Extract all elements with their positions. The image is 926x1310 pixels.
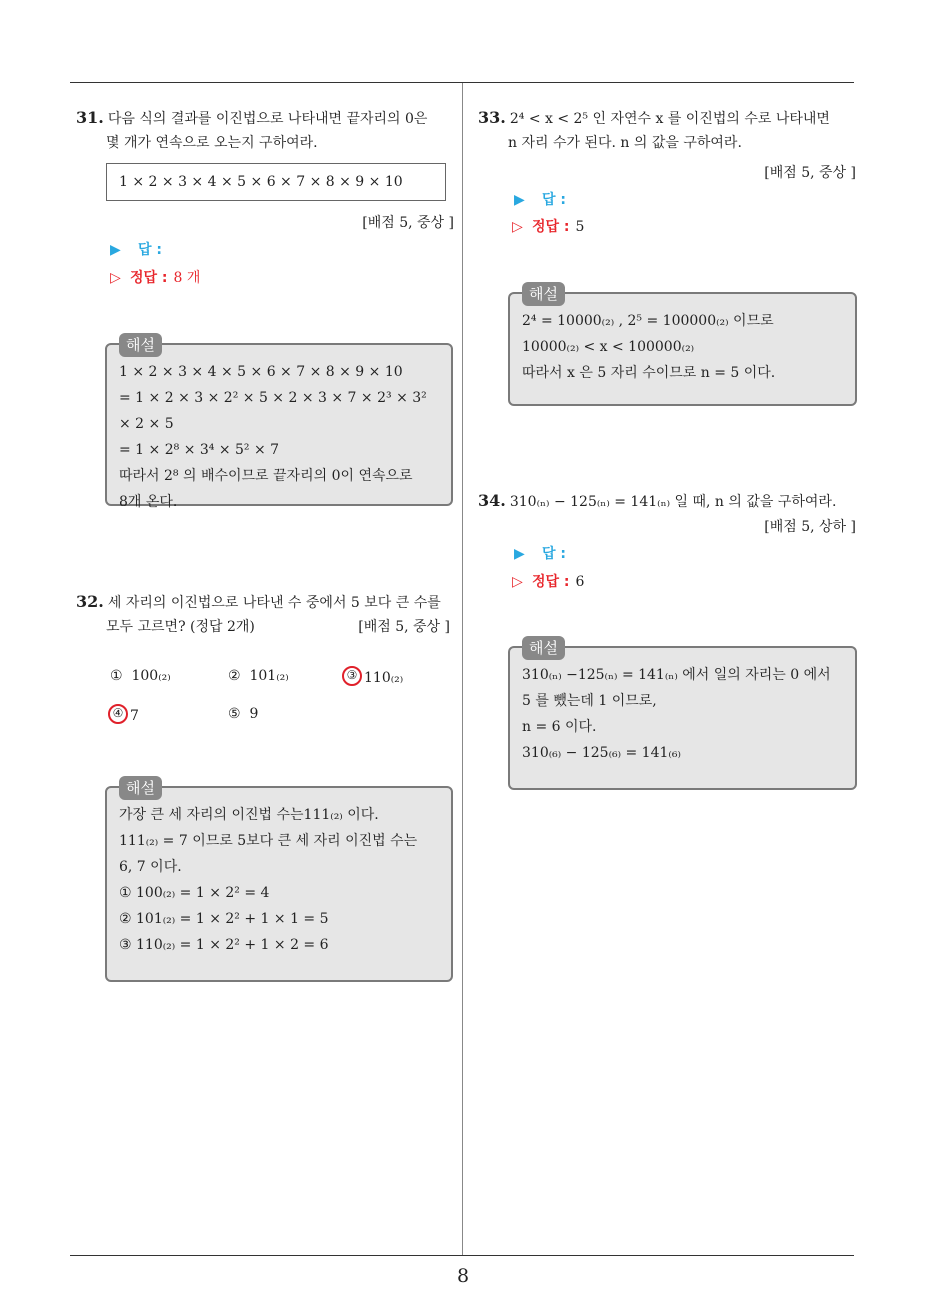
question-text-line2: 몇 개가 연속으로 오는지 구하여라.	[106, 135, 318, 151]
solution-tag: 해설	[119, 333, 162, 357]
page-number: 8	[456, 1265, 470, 1287]
solution-box	[508, 285, 857, 406]
option-4[interactable]	[108, 706, 139, 726]
solution-line: 8개 온다.	[119, 494, 178, 510]
score-label: [배점 5, 중상 ]	[362, 215, 454, 231]
question-33	[478, 106, 863, 155]
solution-tag: 해설	[522, 636, 565, 660]
solution-line: 가장 큰 세 자리의 이진법 수는111₍₂₎ 이다.	[119, 807, 379, 823]
question-text-line1: 세 자리의 이진법으로 나타낸 수 중에서 5 보다 큰 수를	[107, 595, 441, 611]
question-text-line1: 다음 식의 결과를 이진법으로 나타내면 끝자리의 0은	[107, 111, 428, 127]
score-label: [배점 5, 중상 ]	[358, 619, 450, 635]
correct-value: 6	[575, 574, 585, 590]
correct-answer-row	[512, 213, 584, 241]
question-number: 34.	[478, 491, 506, 510]
option-1[interactable]	[110, 668, 171, 684]
correct-value: 8 개	[173, 270, 201, 286]
formula-box	[106, 163, 446, 201]
question-31	[76, 106, 458, 155]
question-text-line2: 모두 고르면? (정답 2개)	[106, 619, 255, 635]
play-arrow-icon: ▶	[110, 242, 121, 258]
solution-line: 1 × 2 × 3 × 4 × 5 × 6 × 7 × 8 × 9 × 10	[119, 364, 403, 380]
question-text-line1: 310₍ₙ₎ − 125₍ₙ₎ = 141₍ₙ₎ 일 때, n 의 값을 구하여라.	[509, 494, 837, 510]
option-text: 101₍₂₎	[249, 668, 289, 684]
solution-line: 310₍₆₎ − 125₍₆₎ = 141₍₆₎	[522, 745, 681, 761]
play-arrow-icon: ▶	[514, 192, 525, 208]
solution-line: 5 를 뺐는데 1 이므로,	[522, 693, 657, 709]
answer-label: 답 :	[542, 192, 566, 208]
correct-value: 5	[575, 219, 585, 235]
formula-text: 1 × 2 × 3 × 4 × 5 × 6 × 7 × 8 × 9 × 10	[119, 174, 403, 190]
outline-arrow-icon: ▷	[110, 270, 121, 286]
option-mark: ①	[110, 668, 123, 684]
outline-arrow-icon: ▷	[512, 574, 523, 590]
question-text-line2: n 자리 수가 된다. n 의 값을 구하여라.	[508, 135, 742, 151]
answer-row	[514, 540, 566, 568]
correct-label: 정답 :	[532, 219, 570, 235]
solution-line: ① 100₍₂₎ = 1 × 2² = 4	[119, 885, 270, 901]
question-number: 33.	[478, 108, 506, 127]
solution-line: ③ 110₍₂₎ = 1 × 2² + 1 × 2 = 6	[119, 937, 329, 953]
option-mark: ④	[112, 706, 124, 720]
answer-label: 답 :	[138, 242, 162, 258]
answer-row	[514, 186, 566, 214]
option-mark: ③	[346, 668, 358, 682]
option-2[interactable]	[228, 668, 289, 684]
answer-label: 답 :	[542, 546, 566, 562]
solution-box	[105, 779, 453, 982]
correct-label: 정답 :	[532, 574, 570, 590]
score-label: [배점 5, 중상 ]	[764, 165, 856, 181]
question-text-line1: 2⁴ < x < 2⁵ 인 자연수 x 를 이진법의 수로 나타내면	[509, 111, 830, 127]
score-label: [배점 5, 상하 ]	[764, 519, 856, 535]
answer-row	[110, 236, 162, 264]
question-34	[478, 489, 863, 514]
solution-tag: 해설	[119, 776, 162, 800]
solution-line: n = 6 이다.	[522, 719, 597, 735]
solution-line: 111₍₂₎ = 7 이므로 5보다 큰 세 자리 이진법 수는	[119, 833, 418, 849]
option-text: 100₍₂₎	[131, 668, 171, 684]
selected-circle-icon	[342, 666, 362, 686]
bottom-rule	[70, 1255, 854, 1256]
solution-box	[508, 639, 857, 790]
solution-line: 2⁴ = 10000₍₂₎ , 2⁵ = 100000₍₂₎ 이므로	[522, 313, 774, 329]
question-number: 31.	[76, 108, 104, 127]
correct-label: 정답 :	[130, 270, 168, 286]
question-number: 32.	[76, 592, 104, 611]
option-mark: ⑤	[228, 706, 241, 722]
solution-line: = 1 × 2⁸ × 3⁴ × 5² × 7	[119, 442, 280, 458]
outline-arrow-icon: ▷	[512, 219, 523, 235]
solution-line: 따라서 x 은 5 자리 수이므로 n = 5 이다.	[522, 365, 776, 381]
solution-line: 따라서 2⁸ 의 배수이므로 끝자리의 0이 연속으로	[119, 468, 413, 484]
correct-answer-row	[110, 264, 200, 292]
solution-line: 310₍ₙ₎ −125₍ₙ₎ = 141₍ₙ₎ 에서 일의 자리는 0 에서	[522, 667, 831, 683]
solution-box	[105, 336, 453, 510]
option-mark: ②	[228, 668, 241, 684]
solution-line: = 1 × 2 × 3 × 2² × 5 × 2 × 3 × 7 × 2³ × 3² × 2 × 5	[119, 390, 427, 432]
solution-line: 10000₍₂₎ < x < 100000₍₂₎	[522, 339, 695, 355]
column-divider	[462, 83, 463, 1255]
option-text: 110₍₂₎	[364, 670, 404, 686]
option-5[interactable]	[228, 706, 258, 722]
solution-tag: 해설	[522, 282, 565, 306]
selected-circle-icon	[108, 704, 128, 724]
option-3[interactable]	[342, 668, 403, 688]
solution-line: 6, 7 이다.	[119, 859, 182, 875]
option-text: 9	[249, 706, 259, 722]
correct-answer-row	[512, 568, 584, 596]
play-arrow-icon: ▶	[514, 546, 525, 562]
option-text: 7	[130, 708, 139, 724]
solution-line: ② 101₍₂₎ = 1 × 2² + 1 × 1 = 5	[119, 911, 329, 927]
